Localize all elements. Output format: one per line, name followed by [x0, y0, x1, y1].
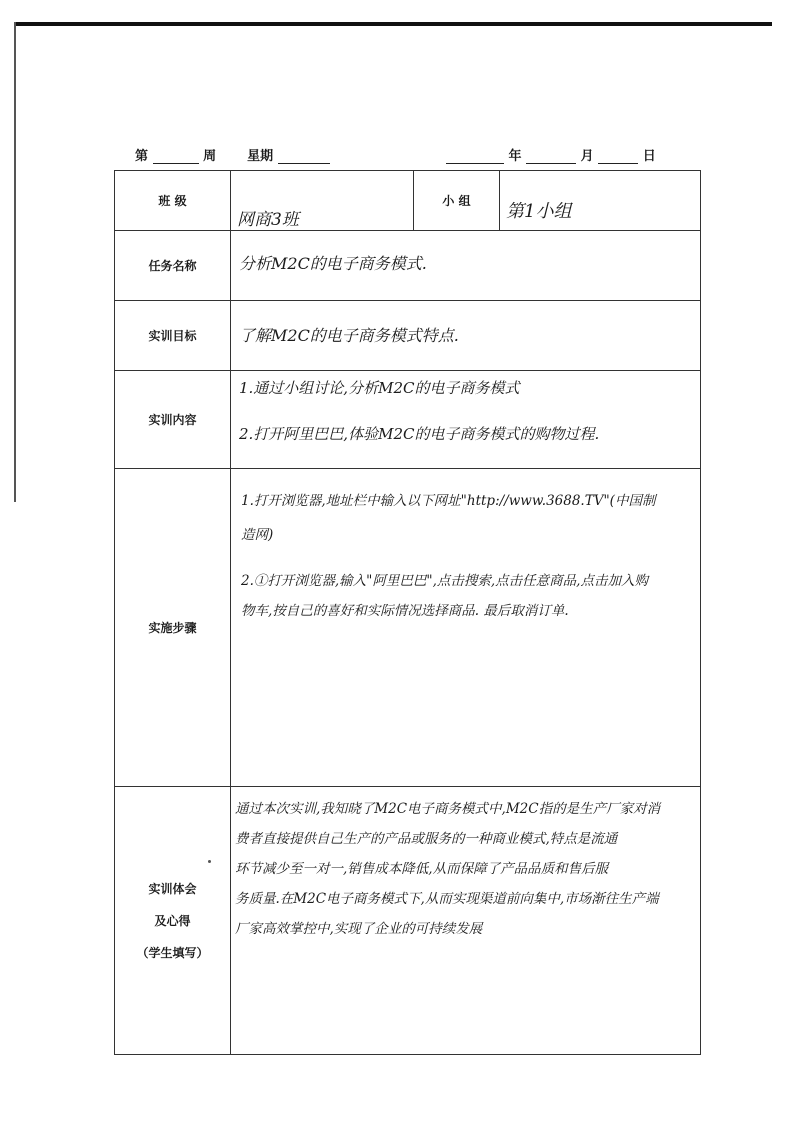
- scan-speck: [208, 860, 211, 863]
- page-left-border: [14, 22, 16, 502]
- content-row: [115, 371, 700, 469]
- day-blank: [598, 163, 638, 164]
- week-blank: [153, 163, 199, 164]
- steps-line-2: 造网): [241, 527, 274, 543]
- reflection-line-2: 费者直接提供自己生产的产品或服务的一种商业模式,特点是流通: [235, 831, 618, 847]
- content-label: 实训内容: [115, 371, 231, 468]
- date-header: [446, 145, 656, 164]
- week-suffix: 周: [203, 149, 217, 164]
- week-prefix: 第: [135, 149, 149, 164]
- reflection-line-4: 务质量.在M2C电子商务模式下,从而实现渠道前向集中,市场渐往生产端: [235, 891, 659, 907]
- group-value: 第1小组: [506, 201, 572, 222]
- steps-line-3: 2.①打开浏览器,输入"阿里巴巴",点击搜索,点击任意商品,点击加入购: [241, 573, 648, 589]
- task-value: 分析M2C的电子商务模式.: [239, 254, 427, 273]
- goal-label: 实训目标: [115, 301, 231, 370]
- year-label: 年: [508, 149, 522, 164]
- reflection-label: [115, 787, 231, 1054]
- weekday-blank: [278, 163, 330, 164]
- steps-line-1: 1.打开浏览器,地址栏中输入以下网址"http://www.3688.TV"(中国制: [241, 493, 656, 509]
- reflection-line-3: 环节减少至一对一,销售成本降低,从而保障了产品品质和售后服: [235, 861, 609, 877]
- reflection-label-line-2: 及心得: [154, 913, 191, 928]
- reflection-line-5: 厂家高效掌控中,实现了企业的可持续发展: [235, 921, 483, 937]
- year-blank: [446, 163, 504, 164]
- class-label: 班 级: [115, 171, 231, 230]
- content-line-1: 1.通过小组讨论,分析M2C的电子商务模式: [239, 379, 520, 397]
- page-top-border: [14, 22, 772, 26]
- day-label: 日: [642, 149, 656, 164]
- week-header: [135, 145, 330, 164]
- class-value: 网商3班: [237, 210, 299, 230]
- reflection-label-line-3: （学生填写）: [136, 945, 209, 960]
- class-row: [115, 171, 700, 231]
- task-label: 任务名称: [115, 231, 231, 300]
- month-label: 月: [580, 149, 594, 164]
- reflection-label-line-1: 实训体会: [148, 881, 197, 896]
- task-row: [115, 231, 700, 301]
- group-label: 小 组: [414, 171, 500, 230]
- steps-label: 实施步骤: [115, 469, 231, 786]
- month-blank: [526, 163, 576, 164]
- goal-row: [115, 301, 700, 371]
- steps-line-4: 物车,按自己的喜好和实际情况选择商品. 最后取消订单.: [241, 603, 569, 619]
- steps-row: [115, 469, 700, 787]
- goal-value: 了解M2C的电子商务模式特点.: [239, 326, 459, 345]
- content-line-2: 2.打开阿里巴巴,体验M2C的电子商务模式的购物过程.: [239, 425, 600, 443]
- weekday-label: 星期: [247, 149, 274, 164]
- reflection-row: [115, 787, 700, 1054]
- reflection-line-1: 通过本次实训,我知晓了M2C电子商务模式中,M2C指的是生产厂家对消: [235, 801, 661, 817]
- training-form: [114, 170, 701, 1055]
